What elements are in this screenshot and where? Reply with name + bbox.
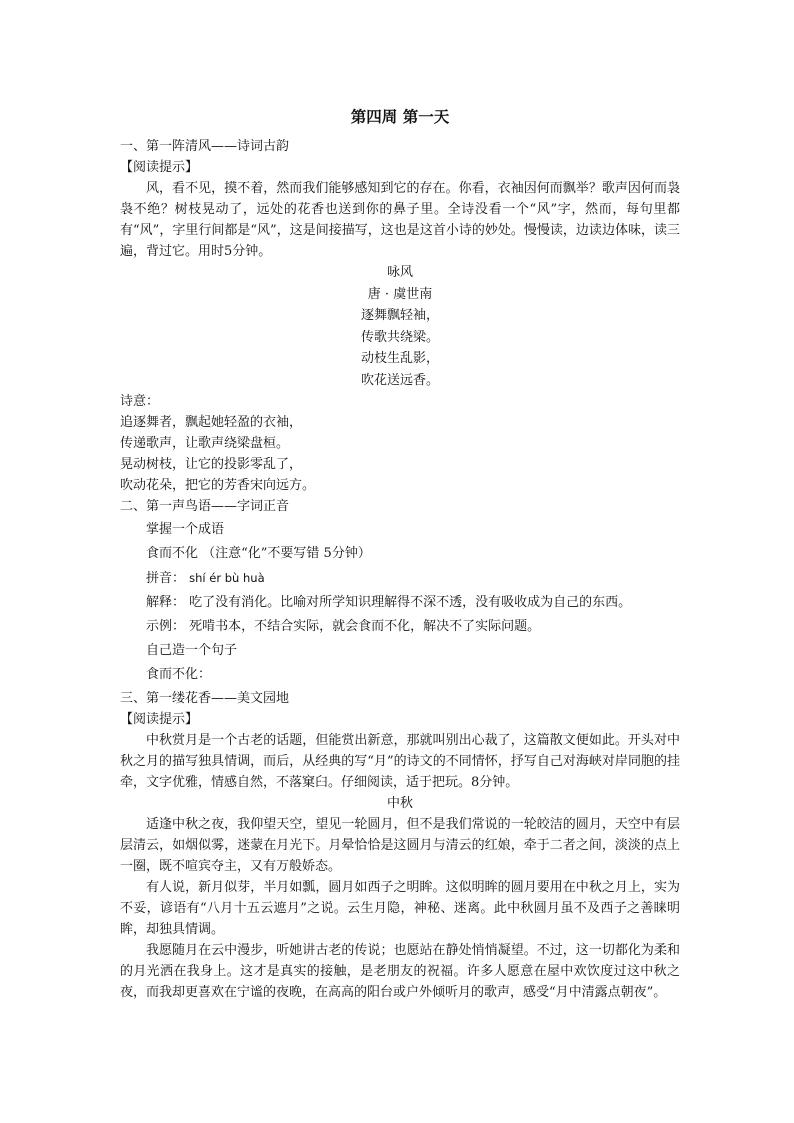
section3-hint-text: 中秋赏月是一个古老的话题，但能赏出新意，那就叫别出心裁了，这篇散文便如此。开头对中秋之月的描写独具情调，而后，从经典的写“月”的诗文的不同情怀，抒写自己对海峡对岸同胞的挂牵，文字优雅，情感自然，不落窠臼。仔细阅读，适于把玩。8分钟。: [120, 733, 680, 790]
master-idiom-label: 掌握一个成语: [146, 522, 225, 537]
section2-heading: 二、第一声鸟语——字词正音: [120, 499, 290, 514]
explanation-line: 解释： 吃了没有消化。比喻对所学知识理解得不深不透，没有吸收成为自己的东西。: [146, 595, 632, 610]
example-line: 示例： 死啃书本，不结合实际，就会食而不化，解决不了实际问题。: [146, 619, 541, 634]
essay-paragraph: 有人说，新月似芽，半月如瓢，圆月如西子之明眸。这似明眸的圆月要用在中秋之月上，实为不妥，谚语有“八月十五云遮月”之说。云生月隐，神秘、迷离。此中秋圆月虽不及西子之善睐明眸，却独具情调。: [120, 880, 680, 937]
page-title: 第四周 第一天: [350, 107, 450, 126]
document-page: [120, 104, 680, 1003]
poem-line: 吹花送远香。: [360, 372, 439, 388]
idiom-line: 食而不化 （注意“化”不要写错 5分钟）: [146, 546, 371, 561]
make-sentence-prompt: 自己造一个句子: [146, 643, 238, 658]
poem-line: 传歌共绕梁。: [360, 329, 439, 345]
meaning-line: 追逐舞者，飘起她轻盈的衣袖，: [120, 415, 303, 430]
pinyin-label: 拼音：: [146, 571, 186, 586]
pinyin-text: shí ér bù huà: [189, 571, 265, 585]
section1-heading: 一、第一阵清风——诗词古韵: [120, 139, 290, 154]
section1-hint-label: 【阅读提示】: [120, 160, 199, 175]
sentence-blank: 食而不化：: [146, 667, 212, 682]
section3-heading: 三、第一缕花香——美文园地: [120, 691, 290, 706]
poem: [120, 262, 680, 391]
poem-line: 动枝生乱影，: [360, 351, 439, 366]
poem-author: 唐 · 虞世南: [367, 286, 433, 302]
meaning-label: 诗意：: [120, 394, 160, 409]
pinyin-line: [120, 567, 680, 590]
essay-title: 中秋: [386, 796, 413, 811]
essay-paragraph: 我愿随月在云中漫步，听她讲古老的传说；也愿站在静处悄悄凝望。不过，这一切都化为柔和的月光洒在我身上。这才是真实的接触，是老朋友的祝福。许多人愿意在屋中欢饮度过这中秋之夜，而我却更喜欢在宁谧的夜晚，在高高的阳台或户外倾听月的歌声，感受“月中清露点朝夜”。: [120, 943, 680, 1000]
poem-line: 逐舞飘轻袖，: [360, 308, 439, 323]
section1-hint-text: 风，看不见，摸不着，然而我们能够感知到它的存在。你看，衣袖因何而飘举？歌声因何而袅袅不绝？树枝晃动了，远处的花香也送到你的鼻子里。全诗没看一个“风”字，然而，每句里都有“风”，字里行间都是“风”，这是间接描写，这也是这首小诗的妙处。慢慢读，边读边体味，读三遍，背过它。用时5分钟。: [120, 181, 680, 259]
poem-title: 咏风: [386, 265, 413, 280]
essay-paragraph: 适逢中秋之夜，我仰望天空，望见一轮圆月，但不是我们常说的一轮皎洁的圆月，天空中有层层清云，如烟似雾，迷蒙在月光下。月晕恰恰是这圆月与清云的红娘，牵于二者之间，淡淡的点上一圈，既不喧宾夺主，又有万般娇态。: [120, 817, 680, 874]
meaning-line: 晃动树枝，让它的投影零乱了，: [120, 457, 303, 472]
section3-hint-label: 【阅读提示】: [120, 712, 199, 727]
meaning-line: 传递歌声，让歌声绕梁盘桓。: [120, 436, 290, 451]
meaning-line: 吹动花朵，把它的芳香宋向远方。: [120, 478, 316, 493]
